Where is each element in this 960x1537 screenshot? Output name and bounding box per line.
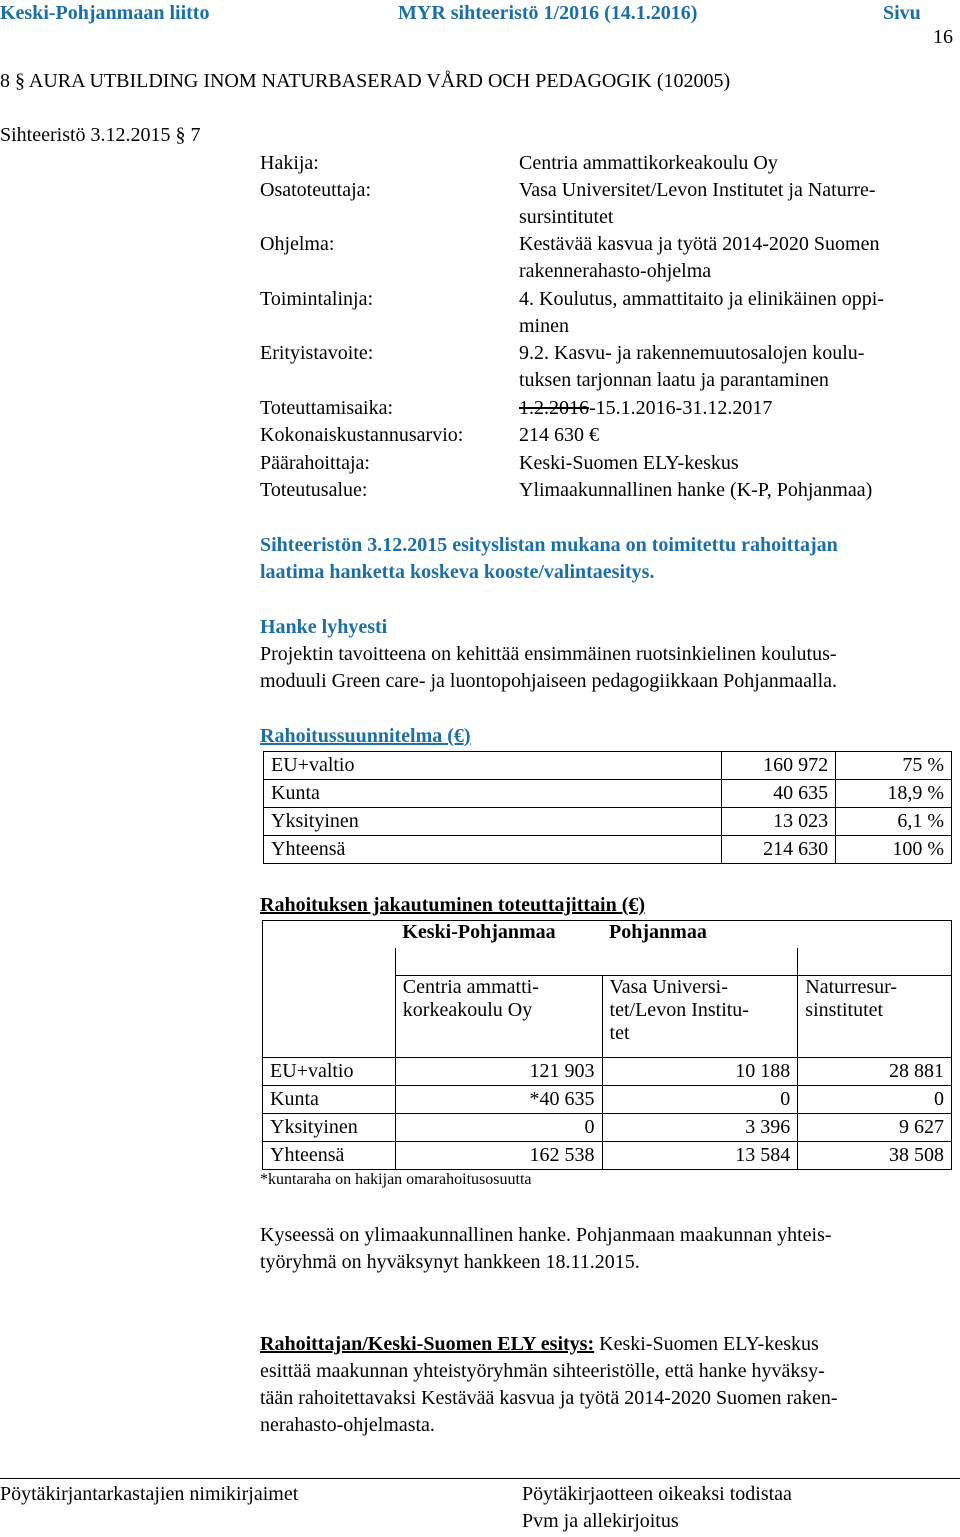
funding-plan-heading: Rahoitussuunnitelma (€) bbox=[260, 725, 471, 747]
ohjelma-label: Ohjelma: bbox=[260, 233, 335, 255]
funding-plan-label: EU+valtio bbox=[264, 752, 722, 780]
hakija-label: Hakija: bbox=[260, 152, 319, 174]
funding-plan-percent: 18,9 % bbox=[836, 780, 952, 808]
region-pohjanmaa: Pohjanmaa bbox=[602, 921, 798, 949]
page-header bbox=[0, 0, 960, 24]
distribution-row bbox=[263, 1142, 952, 1170]
funding-plan-row bbox=[264, 752, 952, 780]
osatoteuttaja-value: Vasa Universitet/Levon Institutet ja Naturre- bbox=[519, 179, 876, 201]
osatoteuttaja-value-cont: sursintitutet bbox=[519, 206, 614, 228]
proposal-line-1 bbox=[260, 1331, 819, 1358]
proposal-line-3: tään rahoitettavaksi Kestävää kasvua ja työtä 2014-2020 Suomen raken- bbox=[260, 1387, 838, 1409]
notice-line-cont: laatima hanketta koskeva kooste/valintaesitys. bbox=[260, 561, 655, 583]
distribution-label: EU+valtio bbox=[263, 1058, 396, 1086]
funding-plan-percent: 100 % bbox=[836, 836, 952, 864]
distribution-c2: 0 bbox=[602, 1086, 798, 1114]
toteuttamisaika-struck-date: 1.2.2016 bbox=[519, 397, 589, 419]
funding-plan-label: Yksityinen bbox=[264, 808, 722, 836]
funding-plan-row bbox=[264, 808, 952, 836]
distribution-c3: 38 508 bbox=[798, 1142, 952, 1170]
summary-text-cont: moduuli Green care- ja luontopohjaiseen pedagogiikkaan Pohjanmaalla. bbox=[260, 670, 838, 692]
distribution-label: Yhteensä bbox=[263, 1142, 396, 1170]
funding-plan-amount: 13 023 bbox=[722, 808, 836, 836]
toteuttamisaika-dates: -15.1.2016-31.12.2017 bbox=[589, 397, 773, 419]
funding-plan-label: Kunta bbox=[264, 780, 722, 808]
paarahoittaja-label: Päärahoittaja: bbox=[260, 452, 370, 474]
erityistavoite-value-cont: tuksen tarjonnan laatu ja parantaminen bbox=[519, 369, 829, 391]
header-document-title: MYR sihteeristö 1/2016 (14.1.2016) bbox=[398, 2, 698, 24]
distribution-row bbox=[263, 1058, 952, 1086]
erityistavoite-label: Erityistavoite: bbox=[260, 342, 374, 364]
kokonaiskustannus-label: Kokonaiskustannusarvio: bbox=[260, 424, 464, 446]
ohjelma-value: Kestävää kasvua ja työtä 2014-2020 Suomen bbox=[519, 233, 880, 255]
distribution-row bbox=[263, 1114, 952, 1142]
toimintalinja-value-cont: minen bbox=[519, 315, 569, 337]
distribution-c1: 162 538 bbox=[395, 1142, 602, 1170]
distribution-footnote: *kuntaraha on hakijan omarahoitusosuutta bbox=[260, 1171, 532, 1188]
distribution-c2: 10 188 bbox=[602, 1058, 798, 1086]
paarahoittaja-value: Keski-Suomen ELY-keskus bbox=[519, 452, 739, 474]
funding-plan-label: Yhteensä bbox=[264, 836, 722, 864]
toteuttamisaika-label: Toteuttamisaika: bbox=[260, 397, 394, 419]
funding-plan-amount: 214 630 bbox=[722, 836, 836, 864]
footer-initials-label: Pöytäkirjantarkastajien nimikirjaimet bbox=[0, 1483, 299, 1505]
summary-heading: Hanke lyhyesti bbox=[260, 616, 388, 638]
page-number: 16 bbox=[933, 26, 953, 48]
statement-text: Kyseessä on ylimaakunnallinen hanke. Pohjanmaan maakunnan yhteis- bbox=[260, 1224, 832, 1246]
distribution-heading: Rahoituksen jakautuminen toteuttajittain (€) bbox=[260, 894, 646, 916]
proposal-text: Keski-Suomen ELY-keskus bbox=[594, 1333, 819, 1355]
toimintalinja-label: Toimintalinja: bbox=[260, 288, 374, 310]
osatoteuttaja-label: Osatoteuttaja: bbox=[260, 179, 372, 201]
funding-plan-row bbox=[264, 780, 952, 808]
distribution-c3: 0 bbox=[798, 1086, 952, 1114]
distribution-c1: 121 903 bbox=[395, 1058, 602, 1086]
hakija-value: Centria ammattikorkeakoulu Oy bbox=[519, 152, 778, 174]
funding-plan-row bbox=[264, 836, 952, 864]
distribution-table bbox=[262, 920, 952, 1170]
distribution-c2: 3 396 bbox=[602, 1114, 798, 1142]
funding-plan-percent: 75 % bbox=[836, 752, 952, 780]
region-keski-pohjanmaa: Keski-Pohjanmaa bbox=[395, 921, 602, 949]
proposal-line-2: esittää maakunnan yhteistyöryhmän sihteeristölle, että hanke hyväksy- bbox=[260, 1360, 825, 1382]
funding-plan-amount: 40 635 bbox=[722, 780, 836, 808]
header-organization: Keski-Pohjanmaan liitto bbox=[0, 2, 210, 24]
org-vasa-universitet: Vasa Universi- tet/Levon Institu- tet bbox=[602, 976, 798, 1058]
distribution-c1: *40 635 bbox=[395, 1086, 602, 1114]
funding-plan-table bbox=[263, 751, 952, 864]
distribution-row bbox=[263, 1086, 952, 1114]
toteutusalue-label: Toteutusalue: bbox=[260, 479, 368, 501]
header-page-label: Sivu bbox=[883, 2, 921, 24]
distribution-c2: 13 584 bbox=[602, 1142, 798, 1170]
toteutusalue-value: Ylimaakunnallinen hanke (K-P, Pohjanmaa) bbox=[519, 479, 873, 501]
notice-line: Sihteeristön 3.12.2015 esityslistan mukana on toimitettu rahoittajan bbox=[260, 534, 838, 556]
section-title: 8 § AURA UTBILDING INOM NATURBASERAD VÅRD OCH PEDAGOGIK (102005) bbox=[0, 70, 731, 92]
toimintalinja-value: 4. Koulutus, ammattitaito ja elinikäinen oppi- bbox=[519, 288, 884, 310]
reference-line: Sihteeristö 3.12.2015 § 7 bbox=[0, 124, 201, 146]
distribution-label: Yksityinen bbox=[263, 1114, 396, 1142]
distribution-label: Kunta bbox=[263, 1086, 396, 1114]
distribution-c3: 9 627 bbox=[798, 1114, 952, 1142]
distribution-region-row bbox=[263, 921, 952, 949]
proposal-line-4: nerahasto-ohjelmasta. bbox=[260, 1414, 435, 1436]
footer-divider bbox=[0, 1478, 960, 1479]
funding-plan-percent: 6,1 % bbox=[836, 808, 952, 836]
toteuttamisaika-value bbox=[519, 395, 772, 422]
org-centria: Centria ammatti- korkeakoulu Oy bbox=[395, 976, 602, 1058]
summary-text: Projektin tavoitteena on kehittää ensimmäinen ruotsinkielinen koulutus- bbox=[260, 643, 837, 665]
distribution-c3: 28 881 bbox=[798, 1058, 952, 1086]
statement-text-cont: työryhmä on hyväksynyt hankkeen 18.11.2015. bbox=[260, 1251, 640, 1273]
footer-certification-label: Pöytäkirjaotteen oikeaksi todistaa bbox=[522, 1483, 792, 1505]
distribution-org-row bbox=[263, 976, 952, 1058]
distribution-c1: 0 bbox=[395, 1114, 602, 1142]
ohjelma-value-cont: rakennerahasto-ohjelma bbox=[519, 260, 712, 282]
kokonaiskustannus-value: 214 630 € bbox=[519, 424, 599, 446]
proposal-label: Rahoittajan/Keski-Suomen ELY esitys: bbox=[260, 1333, 595, 1355]
org-naturresursinstitutet: Naturresur- sinstitutet bbox=[798, 976, 952, 1058]
funding-plan-amount: 160 972 bbox=[722, 752, 836, 780]
footer-date-signature-label: Pvm ja allekirjoitus bbox=[522, 1510, 679, 1532]
erityistavoite-value: 9.2. Kasvu- ja rakennemuutosalojen koulu- bbox=[519, 342, 865, 364]
